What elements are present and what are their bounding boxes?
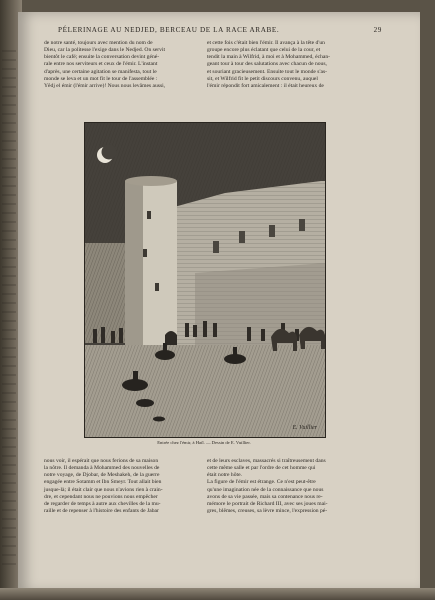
text-column-right-bottom: et de leurs esclaves, massacrés si traîtreusement dans cette même salle et par l'ordre de cet homme qui était notre hôte. La figure de l'émir est étrange. Ce n'est peut-être qu'une imagination née de la connaissance que nous avons de sa vie passée, mais sa contenance nous re- mémore le portrait de Richard III, avec ses joues mai- gres, blêmes, creuses, sa lèvre mince, l'expression pé- [207,458,328,515]
book-bottom-edge [0,588,435,600]
engraving-illustration [84,122,326,438]
text-column-right-top: et cette fois c'était bien l'émir. Il avança à la tête d'un groupe encore plus éclatant que celui de la cour, et tendit la main à Wilfrid, à moi et à Mohammed, échan- geant tour à tour des salutations avec chacun de nous, et souriant gracieusement. Ensuite tout le monde s'as- sit, et Wilfrid fit le petit discours convenu, auquel l'émir répondit fort amicalement : il était heureux de [207,40,331,89]
running-head-title: PÉLERINAGE AU NEDJED, BERCEAU DE LA RACE ARABE. [58,26,280,34]
text-column-left-bottom: nous voir, il espérait que nous ferions de sa maison la nôtre. Il demanda à Mohammed des nouvelles de notre voyage, de Djobar, de Meshakeh, de la guerre engagée entre Sotamm et Ibn Smeyr. Tout allait bien jusque-là; il était clair que nous n'avions rien à crain- dre, et cependant nous ne pouvions nous empêcher de regarder de temps à autre aux chevilles de la mu- raille et de repenser à l'histoire des enfants de Jabar [44,458,163,515]
text-column-left-top: de notre santé, toujours avec mention du nom de Dieu, car la politesse l'exige dans le Nedjed. On servit bientôt le café; ensuite la conversation devint géné- rale entre nos serviteurs et ceux de l'émir. L'instant d'après, une certaine agitation se manifesta, tout le monde se leva et un mot fit le tour de l'assemblée : Yêdj el émir (l'émir arrive)! Nous nous levâmes aussi, [44,40,166,89]
running-head [58,26,382,34]
round-tower [125,176,177,353]
facing-page-edge [2,50,16,570]
artist-signature: E. Vuillier [292,425,317,431]
illustration-caption: Entrée chez l'émir, à Haïl. — Dessin de E. Vuillier. [157,440,251,445]
page-number: 29 [373,26,382,34]
